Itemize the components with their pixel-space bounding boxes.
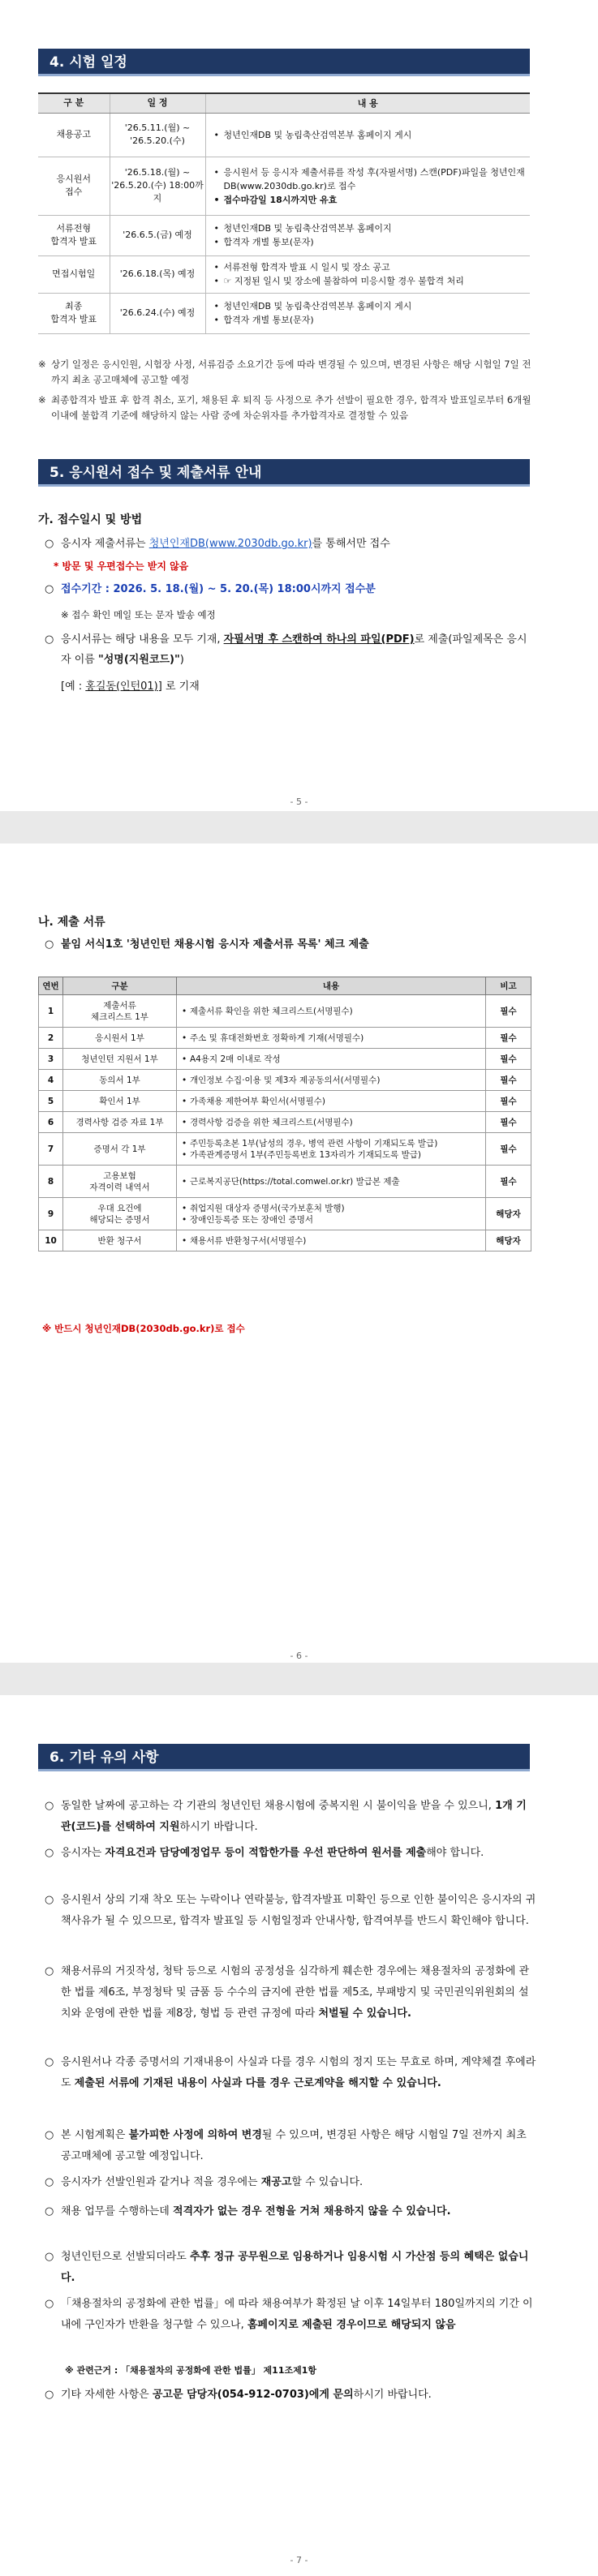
schedule-content-item: • 합격자 개별 통보(문자) xyxy=(213,235,531,249)
item-a2: * 방문 및 우편접수는 받지 않음 xyxy=(54,560,189,572)
docs-kind: 제출서류 체크리스트 1부 xyxy=(63,995,177,1028)
docs-row xyxy=(39,1049,531,1070)
text: 1개 기관(코드)를 선택하여 지원 xyxy=(61,1800,527,1833)
text: 「채용절차의 공정화에 관한 법률」에 따라 채용여부가 확정된 날 이후 14일부터 180일까지의 기간 이내에 구인자가 반환을 청구할 수 있으나, xyxy=(61,2298,533,2331)
schedule-division: 면접시험일 xyxy=(38,255,110,293)
db-link[interactable]: 청년인재DB(www.2030db.go.kr) xyxy=(148,538,312,550)
docs-no: 3 xyxy=(39,1049,63,1070)
text: "성명(지원코드)" xyxy=(97,654,180,666)
schedule-header-date: 일 정 xyxy=(110,93,205,113)
schedule-content xyxy=(205,255,530,293)
bullet-circle: ○ xyxy=(45,538,54,550)
schedule-content-item: • 응시원서 등 응시자 제출서류를 작성 후(자필서명) 스캔(PDF)파일을 청년인재DB(www.2030db.go.kr)로 접수 xyxy=(213,165,531,193)
docs-desc-item: • 제출서류 확인을 위한 체크리스트(서명필수) xyxy=(182,1006,485,1017)
text: 할 수 있습니다. xyxy=(291,2176,364,2188)
bullet-circle: ○ xyxy=(45,1894,54,1906)
text: 응시자는 xyxy=(61,1847,105,1859)
text: 본 시험계획은 xyxy=(61,2129,129,2141)
text: 처벌될 수 있습니다. xyxy=(318,2007,411,2020)
docs-remark: 필수 xyxy=(486,1166,531,1198)
text: 응시원서 상의 기재 착오 또는 누락이나 연락불능, 합격자발표 미확인 등으로 인한 불이익은 응시자의 귀책사유 xyxy=(61,1894,536,1927)
note-item xyxy=(45,1796,536,1838)
page-number: - 5 - xyxy=(290,796,308,807)
docs-desc-item: • 개인정보 수집·이용 및 제3자 제공동의서(서명필수) xyxy=(182,1075,485,1086)
docs-desc-item: • 장애인등록증 또는 장애인 증명서 xyxy=(182,1214,485,1226)
page-number: - 6 - xyxy=(290,1651,308,1661)
docs-kind: 고용보험 자격이력 내역서 xyxy=(63,1166,177,1198)
note-text xyxy=(45,2125,536,2167)
docs-desc-item: • 주민등록초본 1부(남성의 경우, 병역 관련 사항이 기재되도록 발급) xyxy=(182,1138,485,1149)
docs-desc-item: • 주소 및 휴대전화번호 정확하게 기재(서명필수) xyxy=(182,1033,485,1044)
schedule-division: 채용공고 xyxy=(38,113,110,157)
bullet-circle: ○ xyxy=(45,2176,54,2188)
schedule-date: '26.6.18.(목) 예정 xyxy=(110,255,205,293)
docs-header-kind: 구분 xyxy=(63,977,177,995)
text: 공고문 담당자(054-912-0703)에게 문의 xyxy=(152,2389,354,2401)
note-text xyxy=(45,1843,536,1864)
docs-remark: 필수 xyxy=(486,1070,531,1091)
schedule-content xyxy=(205,215,530,255)
schedule-division: 최종 합격자 발표 xyxy=(38,293,110,333)
schedule-content-item: • ☞ 지정된 일시 및 장소에 불참하여 미응시할 경우 불합격 처리 xyxy=(213,274,531,288)
docs-remark: 필수 xyxy=(486,995,531,1028)
item-a1 xyxy=(45,534,531,554)
docs-row xyxy=(39,1166,531,1198)
schedule-content-item: • 합격자 개별 통보(문자) xyxy=(213,313,531,327)
docs-row xyxy=(39,1028,531,1049)
text: 될 수 있으며, 변경된 사항은 해당 시험일 7일 전까지 최초 공고매체에 공고할 예정입니다. xyxy=(61,2129,527,2162)
schedule-date: '26.5.18.(월) ~ '26.5.20.(수) 18:00까지 xyxy=(110,157,205,215)
schedule-content-item: • 접수마감일 18시까지만 유효 xyxy=(213,193,531,207)
schedule-date: '26.5.11.(월) ~ '26.5.20.(수) xyxy=(110,113,205,157)
docs-note: ※ 반드시 청년인재DB(2030db.go.kr)로 접수 xyxy=(42,1323,245,1334)
schedule-date: '26.6.24.(수) 예정 xyxy=(110,293,205,333)
docs-header-desc: 내용 xyxy=(177,977,486,995)
docs-kind: 경력사항 검증 자료 1부 xyxy=(63,1112,177,1133)
item-a4: ※ 접수 확인 메일 또는 문자 발송 예정 xyxy=(61,609,216,620)
docs-row xyxy=(39,1112,531,1133)
schedule-division: 서류전형 합격자 발표 xyxy=(38,215,110,255)
schedule-header-content: 내 용 xyxy=(205,93,530,113)
docs-desc-item: • 가족채용 제한여부 확인서(서명필수) xyxy=(182,1096,485,1107)
schedule-row xyxy=(38,255,530,293)
schedule-division: 응시원서 접수 xyxy=(38,157,110,215)
text: 해야 합니다. xyxy=(426,1847,484,1859)
text: 로 제출(파일제목은 응시자 이름 xyxy=(61,633,527,666)
text: 기타 자세한 사항은 xyxy=(61,2389,153,2401)
text: 재공고 xyxy=(260,2176,292,2188)
text: 2026. 5. 18.(월) ~ 5. 20.(목) 18:00시까지 접수분 xyxy=(113,583,376,595)
note-text xyxy=(45,1890,536,1932)
note-text xyxy=(45,1961,536,2024)
docs-desc xyxy=(177,1091,486,1112)
bullet-circle: ○ xyxy=(45,1965,54,1977)
schedule-note-1 xyxy=(38,357,535,388)
bullet-circle: ○ xyxy=(45,2251,54,2263)
schedule-content xyxy=(205,113,530,157)
docs-kind: 반환 청구서 xyxy=(63,1230,177,1252)
docs-desc-item: • 취업지원 대상자 증명서(국가보훈처 발행) xyxy=(182,1203,485,1214)
docs-remark: 필수 xyxy=(486,1112,531,1133)
text: 홍길동(인턴01) xyxy=(85,680,158,693)
text: 응시자가 선발인원과 같거나 적을 경우에는 xyxy=(61,2176,261,2188)
docs-kind: 증명서 각 1부 xyxy=(63,1133,177,1166)
docs-desc xyxy=(177,1028,486,1049)
docs-no: 2 xyxy=(39,1028,63,1049)
text: [예 : xyxy=(61,680,86,693)
schedule-note-2 xyxy=(38,393,535,423)
text: 청년인턴으로 선발되더라도 xyxy=(61,2251,190,2263)
schedule-row xyxy=(38,157,530,215)
text: 추후 정규 공무원으로 임용하거나 임용시험 시 가산점 등의 혜택은 없습니다. xyxy=(61,2251,529,2284)
note-item xyxy=(45,2172,536,2193)
section-title-schedule: 4. 시험 일정 xyxy=(38,49,530,76)
note-text xyxy=(45,2172,536,2193)
text: 응시원서나 각종 증명서의 기재내용이 사실과 다를 경우 시험의 정지 또는 무효로 하며, 계약체결 후에라도 xyxy=(61,2056,536,2089)
schedule-row xyxy=(38,215,530,255)
schedule-content-item: • 청년인재DB 및 농림축산검역본부 홈페이지 게시 xyxy=(213,128,531,142)
docs-remark: 필수 xyxy=(486,1049,531,1070)
item-a6 xyxy=(61,676,548,697)
note-item xyxy=(45,2247,536,2289)
note-item xyxy=(45,1961,536,2024)
text: 붙임 서식1호 '청년인턴 채용시험 응시자 제출서류 목록' 체크 제출 xyxy=(61,938,369,951)
docs-no: 10 xyxy=(39,1230,63,1252)
bullet-circle: ○ xyxy=(45,2056,54,2068)
note-text xyxy=(45,2052,536,2094)
docs-no: 6 xyxy=(39,1112,63,1133)
docs-row xyxy=(39,995,531,1028)
docs-row xyxy=(39,1230,531,1252)
docs-desc-item: • A4용지 2매 이내로 작성 xyxy=(182,1054,485,1065)
docs-no: 4 xyxy=(39,1070,63,1091)
item-b1 xyxy=(45,934,531,955)
docs-kind: 동의서 1부 xyxy=(63,1070,177,1091)
docs-remark: 필수 xyxy=(486,1028,531,1049)
docs-desc xyxy=(177,1049,486,1070)
schedule-header-division: 구 분 xyxy=(38,93,110,113)
docs-row xyxy=(39,1091,531,1112)
text: 를 통해서만 접수 xyxy=(312,538,390,550)
docs-desc-item: • 근로복지공단(https://total.comwel.or.kr) 발급본 제출 xyxy=(182,1176,485,1187)
page-number: - 7 - xyxy=(290,2555,308,2565)
schedule-content-item: • 청년인재DB 및 농림축산검역본부 홈페이지 게시 xyxy=(213,299,531,313)
docs-no: 5 xyxy=(39,1091,63,1112)
note-text xyxy=(45,2247,536,2289)
note-item-last xyxy=(45,2385,536,2406)
note-text: 최종합격자 발표 후 합격 취소, 포기, 채용된 후 퇴직 등 사정으로 추가 선발이 필요한 경우, 합격자 발표일로부터 6개월 이내에 불합격 기준에 해당하지 않는 사람 중에 차순위자를 추가합격자로 결정할 수 있음 xyxy=(51,394,531,421)
section-title-application: 5. 응시원서 접수 및 제출서류 안내 xyxy=(38,459,530,487)
note-item xyxy=(45,1843,536,1864)
schedule-row xyxy=(38,113,530,157)
docs-desc xyxy=(177,1198,486,1230)
schedule-content xyxy=(205,157,530,215)
note-item xyxy=(45,2201,536,2222)
note-mark: ※ xyxy=(38,394,46,406)
docs-desc-item: • 가족관계증명서 1부(주민등록번호 13자리가 기재되도록 발급) xyxy=(182,1149,485,1161)
schedule-table xyxy=(38,92,530,334)
text: 자격요건과 담당예정업무 등이 적합한가를 우선 판단하여 원서를 제출 xyxy=(105,1847,427,1859)
schedule-content-item: • 청년인재DB 및 농림축산검역본부 홈페이지 xyxy=(213,221,531,235)
note-item xyxy=(45,2052,536,2094)
text: ] 로 기재 xyxy=(157,680,200,693)
bullet-circle: ○ xyxy=(45,2129,54,2141)
bullet-circle: ○ xyxy=(45,583,54,595)
text: 채용 업무를 수행하는데 xyxy=(61,2205,173,2218)
note-item xyxy=(45,2294,536,2336)
text: 응시자 제출서류는 xyxy=(61,538,149,550)
docs-desc xyxy=(177,1133,486,1166)
docs-no: 7 xyxy=(39,1133,63,1166)
text: 자필서명 후 스캔하여 하나의 파일(PDF) xyxy=(223,633,415,646)
docs-kind: 우대 요건에 해당되는 증명서 xyxy=(63,1198,177,1230)
subheading-b: 나. 제출 서류 xyxy=(38,916,105,929)
docs-header-remark: 비고 xyxy=(486,977,531,995)
text: 제출된 서류에 기재된 내용이 사실과 다를 경우 근로계약을 해지할 수 있습니다. xyxy=(74,2077,441,2089)
docs-desc xyxy=(177,1112,486,1133)
page-5 xyxy=(0,0,598,811)
bullet-circle: ○ xyxy=(45,633,54,646)
docs-desc-item: • 채용서류 반환청구서(서명필수) xyxy=(182,1235,485,1247)
docs-no: 9 xyxy=(39,1198,63,1230)
docs-row xyxy=(39,1198,531,1230)
docs-kind: 청년인턴 지원서 1부 xyxy=(63,1049,177,1070)
text: 동일한 날짜에 공고하는 각 기관의 청년인턴 채용시험에 중복지원 시 불이익을 받을 수 있으니, xyxy=(61,1800,496,1812)
docs-desc-item: • 경력사항 검증을 위한 체크리스트(서명필수) xyxy=(182,1117,485,1128)
docs-row xyxy=(39,1070,531,1091)
docs-desc xyxy=(177,1070,486,1091)
schedule-date: '26.6.5.(금) 예정 xyxy=(110,215,205,255)
bullet-circle: ○ xyxy=(45,938,54,951)
note-text xyxy=(45,2201,536,2222)
docs-remark: 해당자 xyxy=(486,1198,531,1230)
docs-no: 1 xyxy=(39,995,63,1028)
subheading-a: 가. 접수일시 및 방법 xyxy=(38,513,143,526)
item-a5 xyxy=(45,629,531,670)
page-6 xyxy=(0,844,598,1663)
note-item xyxy=(45,1890,536,1932)
text: 채용서류의 거짓작성, 청탁 등으로 시험의 공정성을 심각하게 훼손한 경우에는 채용절차의 공정화에 관한 법률 제6조, 부정청탁 및 금품 등 수수의 금지에 관한 법률 제5조, 부패방지 및 국민권익위원회의 설치와 운영에 관한 법률 제8장, 형법 등 관련 규정에 따라 xyxy=(61,1965,530,2020)
note-item xyxy=(45,2125,536,2167)
text: 불가피한 사정에 의하여 변경 xyxy=(128,2129,262,2141)
ref-note: ※ 관련근거 : 「채용절차의 공정화에 관한 법률」 제11조제1항 xyxy=(65,2365,317,2376)
text: 응시서류는 해당 내용을 모두 기재, xyxy=(61,633,224,646)
bullet-circle: ○ xyxy=(45,2298,54,2310)
docs-kind: 확인서 1부 xyxy=(63,1091,177,1112)
documents-table xyxy=(38,977,531,1252)
schedule-content xyxy=(205,293,530,333)
section-title-notes: 6. 기타 유의 사항 xyxy=(38,1744,530,1771)
schedule-row xyxy=(38,293,530,333)
bullet-circle: ○ xyxy=(45,1800,54,1812)
docs-remark: 필수 xyxy=(486,1133,531,1166)
docs-desc xyxy=(177,1166,486,1198)
text: 접수기간 : xyxy=(61,583,114,595)
docs-kind: 응시원서 1부 xyxy=(63,1028,177,1049)
note-text xyxy=(45,1796,536,1838)
text: 하시기 바랍니다. xyxy=(179,1821,258,1833)
docs-header-no: 연번 xyxy=(39,977,63,995)
text: ) xyxy=(179,654,184,666)
docs-row xyxy=(39,1133,531,1166)
text: 가 될 수 있으므로, 합격자 발표일 등 시험일정과 안내사항, 합격여부를 반드시 확인해야 합니다. xyxy=(91,1915,529,1927)
note-mark: ※ xyxy=(38,358,46,370)
schedule-content-item: • 서류전형 합격자 발표 시 일시 및 장소 공고 xyxy=(213,260,531,274)
bullet-circle: ○ xyxy=(45,2205,54,2218)
docs-remark: 해당자 xyxy=(486,1230,531,1252)
bullet-circle: ○ xyxy=(45,1847,54,1859)
note-text: 상기 일정은 응시인원, 시험장 사정, 서류검증 소요기간 등에 따라 변경될 수 있으며, 변경된 사항은 해당 시험일 7일 전까지 최초 공고매체에 공고할 예정 xyxy=(51,358,531,385)
docs-desc xyxy=(177,995,486,1028)
text: 하시기 바랍니다. xyxy=(353,2389,432,2401)
item-a3 xyxy=(45,579,531,599)
docs-remark: 필수 xyxy=(486,1091,531,1112)
text: 적격자가 없는 경우 전형을 거쳐 채용하지 않을 수 있습니다. xyxy=(172,2205,451,2218)
docs-no: 8 xyxy=(39,1166,63,1198)
text: 홈페이지로 제출된 경우이므로 해당되지 않음 xyxy=(247,2319,456,2331)
note-text xyxy=(45,2294,536,2336)
bullet-circle: ○ xyxy=(45,2389,54,2401)
docs-desc xyxy=(177,1230,486,1252)
note-text xyxy=(45,2385,536,2406)
